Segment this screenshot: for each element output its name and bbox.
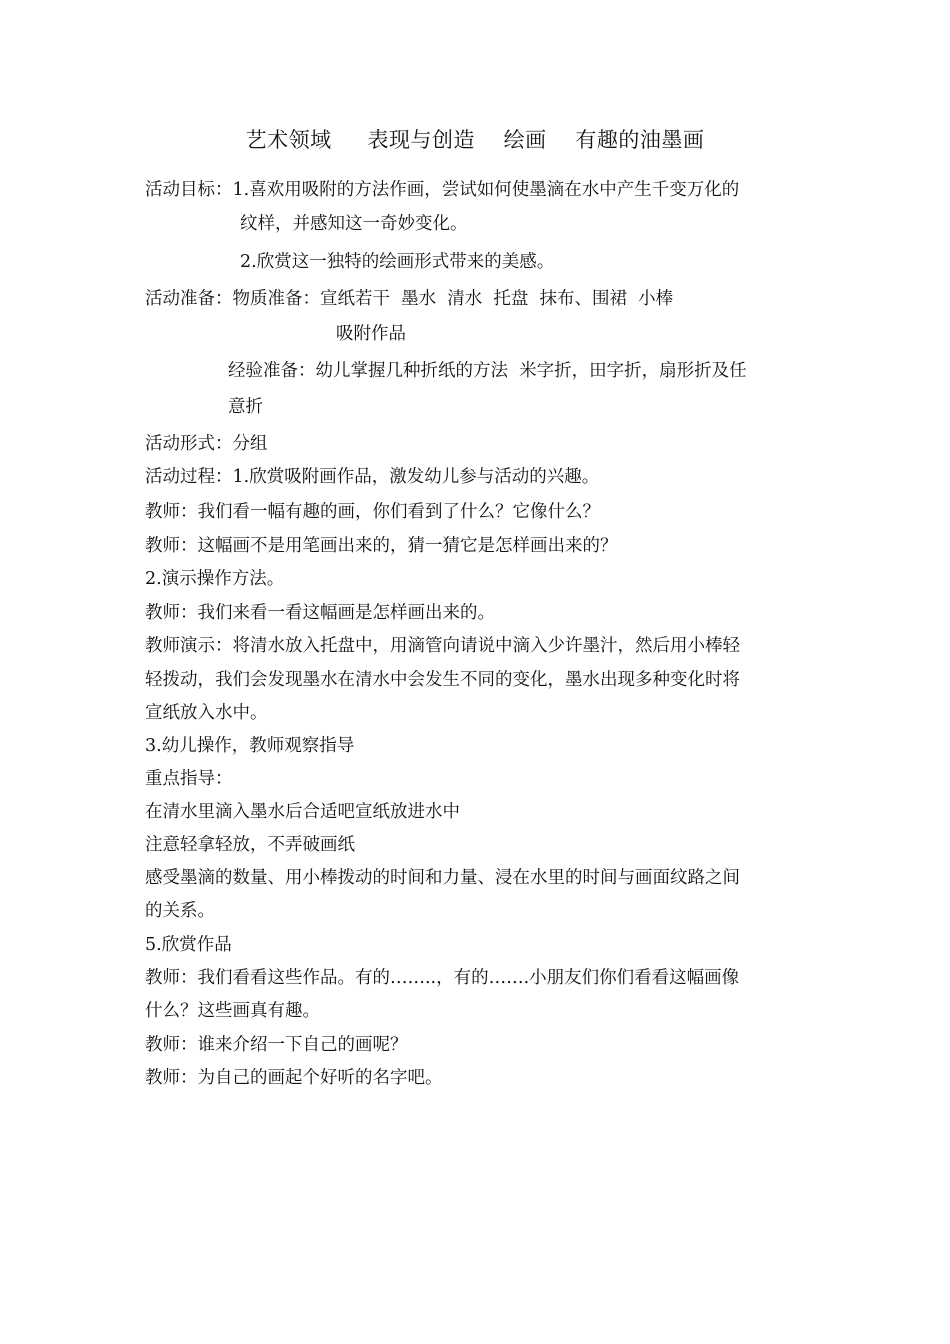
process-step-2: 2.演示操作方法。	[145, 569, 285, 589]
teacher-line-3: 教师：我们来看一看这幅画是怎样画出来的。	[145, 603, 495, 623]
goal-line-2: 2.欣赏这一独特的绘画形式带来的美感。	[240, 252, 555, 272]
guidance-line-3: 感受墨滴的数量、用小棒拨动的时间和力量、浸在水里的时间与画面纹路之间	[145, 868, 740, 888]
key-guidance-label: 重点指导：	[145, 769, 233, 789]
demo-line-3: 宣纸放入水中。	[145, 703, 268, 723]
teacher-line-2: 教师：这幅画不是用笔画出来的，猜一猜它是怎样画出来的？	[145, 536, 618, 556]
prep-experience-line: 经验准备：幼儿掌握几种折纸的方法 米字折，田字折，扇形折及任	[228, 361, 747, 381]
guidance-line-3-cont: 的关系。	[145, 901, 215, 921]
activity-form-line: 活动形式：分组	[145, 434, 268, 454]
guidance-line-1: 在清水里滴入墨水后合适吧宣纸放进水中	[145, 802, 460, 822]
guidance-line-2: 注意轻拿轻放，不弄破画纸	[145, 835, 355, 855]
teacher-line-4-cont: 什么？这些画真有趣。	[145, 1001, 320, 1021]
process-step-3: 3.幼儿操作，教师观察指导	[145, 736, 355, 756]
goal-line-1: 活动目标：1.喜欢用吸附的方法作画，尝试如何使墨滴在水中产生千变万化的	[145, 180, 740, 200]
teacher-line-4: 教师：我们看看这些作品。有的……..，有的…….小朋友们你们看看这幅画像	[145, 968, 740, 988]
teacher-line-5: 教师：谁来介绍一下自己的画呢？	[145, 1035, 408, 1055]
process-step-5: 5.欣赏作品	[145, 935, 232, 955]
document-title: 艺术领域 表现与创造 绘画 有趣的油墨画	[245, 128, 705, 152]
prep-material-line: 活动准备：物质准备：宣纸若干 墨水 清水 托盘 抹布、围裙 小棒	[145, 289, 674, 309]
demo-line-2: 轻拨动，我们会发现墨水在清水中会发生不同的变化，墨水出现多种变化时将	[145, 670, 740, 690]
goal-line-1-cont: 纹样，并感知这一奇妙变化。	[240, 214, 468, 234]
demo-line-1: 教师演示：将清水放入托盘中，用滴管向请说中滴入少许墨汁，然后用小棒轻	[145, 636, 740, 656]
prep-experience-cont: 意折	[228, 397, 263, 417]
teacher-line-1: 教师：我们看一幅有趣的画，你们看到了什么？它像什么？	[145, 502, 600, 522]
prep-material-cont: 吸附作品	[336, 324, 406, 344]
process-step-1: 活动过程：1.欣赏吸附画作品，激发幼儿参与活动的兴趣。	[145, 467, 600, 487]
teacher-line-6: 教师：为自己的画起个好听的名字吧。	[145, 1068, 443, 1088]
